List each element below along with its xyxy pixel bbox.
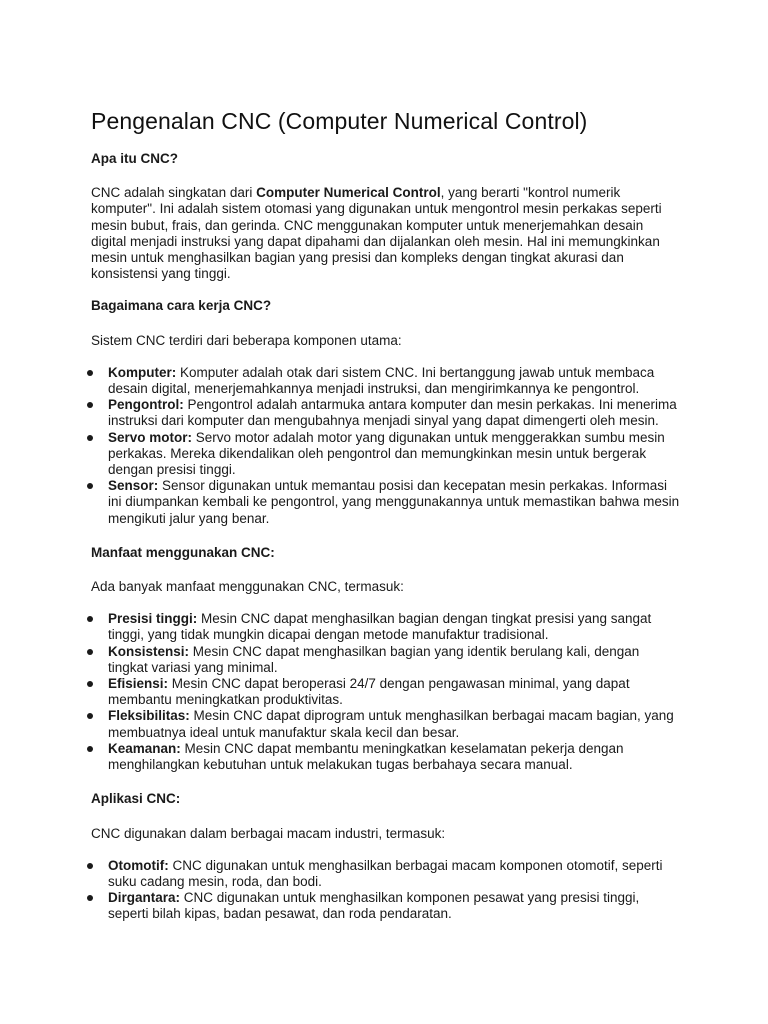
bold-term: Computer Numerical Control (256, 185, 441, 201)
components-list (91, 365, 682, 527)
section-heading-manfaat: Manfaat menggunakan CNC: (91, 544, 275, 560)
bullet-icon (87, 616, 93, 622)
bullet-icon (87, 746, 93, 752)
bullet-icon (87, 649, 93, 655)
list-item: Sensor: Sensor digunakan untuk memantau posisi dan kecepatan mesin perkakas. Informasi ini diumpankan kembali ke pengontrol, yang menggunakannya untuk memastikan bahwa mesin mengikuti jalur yang benar. (91, 478, 682, 527)
section-intro-components: Sistem CNC terdiri dari beberapa komponen utama: (91, 332, 402, 348)
list-item: Otomotif: CNC digunakan untuk menghasilkan berbagai macam komponen otomotif, seperti suku cadang mesin, roda, dan bodi. (91, 858, 682, 890)
bullet-icon (87, 713, 93, 719)
list-item: Pengontrol: Pengontrol adalah antarmuka antara komputer dan mesin perkakas. Ini menerima instruksi dari komputer dan mengubahnya menjadi sinyal yang dapat dimengerti oleh mesin. (91, 397, 682, 429)
list-item: Konsistensi: Mesin CNC dapat menghasilkan bagian yang identik berulang kali, dengan tingkat variasi yang minimal. (91, 644, 682, 676)
bullet-icon (87, 863, 93, 869)
list-item: Keamanan: Mesin CNC dapat membantu meningkatkan keselamatan pekerja dengan menghilangkan kebutuhan untuk melakukan tugas berbahaya secara manual. (91, 741, 682, 773)
section-heading-cara-kerja: Bagaimana cara kerja CNC? (91, 298, 272, 314)
bullet-icon (87, 402, 93, 408)
bullet-icon (87, 370, 93, 376)
section-intro-applications: CNC digunakan dalam berbagai macam industri, termasuk: (91, 825, 446, 841)
applications-list (91, 858, 682, 923)
list-item: Fleksibilitas: Mesin CNC dapat diprogram untuk menghasilkan berbagai macam bagian, yang membuatnya ideal untuk manufaktur skala kecil dan besar. (91, 708, 682, 740)
bullet-icon (87, 681, 93, 687)
list-item: Efisiensi: Mesin CNC dapat beroperasi 24/7 dengan pengawasan minimal, yang dapat membantu meningkatkan produktivitas. (91, 676, 682, 708)
section-paragraph-definition: CNC adalah singkatan dari Computer Numerical Control, yang berarti "kontrol numerik komputer". Ini adalah sistem otomasi yang digunakan untuk mengontrol mesin perkakas seperti mesin bubut, frais, dan gerinda. CNC menggunakan komputer untuk menerjemahkan desain digital menjadi instruksi yang dapat dipahami dan dijalankan oleh mesin. Hal ini memungkinkan mesin untuk menghasilkan bagian yang presisi dan kompleks dengan tingkat akurasi dan konsistensi yang tinggi. (91, 185, 662, 282)
bullet-icon (87, 435, 93, 441)
bullet-icon (87, 483, 93, 489)
list-item: Komputer: Komputer adalah otak dari sistem CNC. Ini bertanggung jawab untuk membaca desain digital, menerjemahkannya menjadi instruksi, dan mengirimkannya ke pengontrol. (91, 365, 682, 397)
bullet-icon (87, 895, 93, 901)
page-title: Pengenalan CNC (Computer Numerical Control) (91, 108, 588, 134)
benefits-list (91, 611, 682, 773)
list-item: Dirgantara: CNC digunakan untuk menghasilkan komponen pesawat yang presisi tinggi, seperti bilah kipas, badan pesawat, dan roda pendaratan. (91, 890, 682, 922)
section-heading-apa-itu: Apa itu CNC? (91, 151, 178, 166)
list-item: Presisi tinggi: Mesin CNC dapat menghasilkan bagian dengan tingkat presisi yang sangat tinggi, yang tidak mungkin dicapai dengan metode manufaktur tradisional. (91, 611, 682, 643)
section-heading-aplikasi: Aplikasi CNC: (91, 791, 181, 807)
section-intro-benefits: Ada banyak manfaat menggunakan CNC, termasuk: (91, 579, 404, 595)
list-item: Servo motor: Servo motor adalah motor yang digunakan untuk menggerakkan sumbu mesin perkakas. Mereka dikendalikan oleh pengontrol dan memungkinkan mesin untuk bergerak dengan presisi tinggi. (91, 430, 682, 479)
